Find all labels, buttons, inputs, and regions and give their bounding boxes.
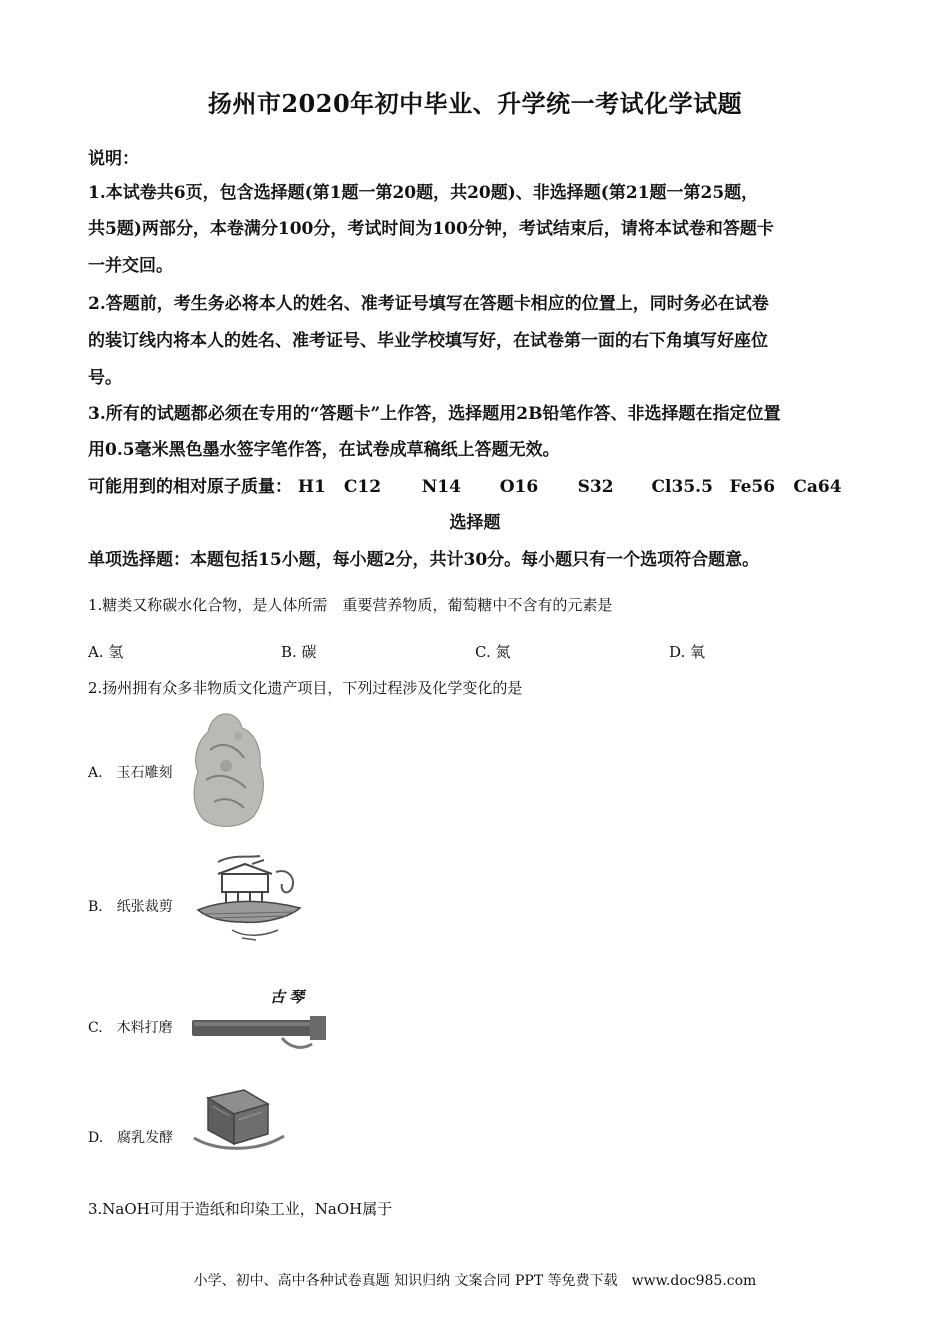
question-1-option-a: A. 氢 bbox=[88, 643, 124, 661]
question-2-stem: 2.扬州拥有众多非物质文化遗产项目，下列过程涉及化学变化的是 bbox=[88, 679, 523, 697]
question-1-option-b: B. 碳 bbox=[281, 643, 317, 661]
question-2-option-c: C. 木料打磨 bbox=[88, 1020, 173, 1036]
question-2-option-b: B. 纸张裁剪 bbox=[88, 899, 173, 915]
page-footer: 小学、初中、高中各种试卷真题 知识归纳 文案合同 PPT 等免费下载 www.doc985.com bbox=[193, 1273, 757, 1289]
question-1-option-c: C. 氮 bbox=[475, 643, 511, 661]
atomic-mass-item: H1 bbox=[297, 477, 326, 497]
atomic-mass-item: S32 bbox=[577, 477, 614, 497]
wood-guqin-image bbox=[190, 1008, 330, 1054]
atomic-masses bbox=[88, 472, 868, 497]
atomic-mass-item: Cl35.5 bbox=[651, 477, 713, 497]
atomic-mass-item: N14 bbox=[421, 477, 461, 497]
notes-line: 的装订线内将本人的姓名、准考证号、毕业学校填写好，在试卷第一面的右下角填写好座位 bbox=[88, 331, 768, 351]
atomic-mass-item: O16 bbox=[499, 477, 539, 497]
fermented-tofu-image bbox=[188, 1086, 288, 1158]
notes-line: 一并交回。 bbox=[88, 256, 173, 276]
notes-line: 1.本试卷共6页，包含选择题(第1题一第20题，共20题)、非选择题(第21题一第25题， bbox=[88, 183, 759, 203]
notes-line: 共5题)两部分，本卷满分100分，考试时间为100分钟，考试结束后，请将本试卷和答题卡 bbox=[88, 219, 774, 239]
atomic-masses-label: 可能用到的相对原子质量： bbox=[88, 477, 292, 497]
paper-cutting-image bbox=[192, 852, 308, 944]
atomic-mass-item: Fe56 bbox=[729, 477, 776, 497]
section-title: 选择题 bbox=[449, 513, 501, 533]
notes-line: 用0.5毫米黑色墨水签字笔作答，在试卷成草稿纸上答题无效。 bbox=[88, 440, 560, 460]
page-title: 扬州市2020年初中毕业、升学统一考试化学试题 bbox=[207, 89, 743, 118]
atomic-mass-item: Ca64 bbox=[793, 477, 842, 497]
notes-line: 3.所有的试题都必须在专用的“答题卡”上作答，选择题用2B铅笔作答、非选择题在指定位置 bbox=[88, 404, 781, 424]
notes-heading: 说明： bbox=[88, 149, 139, 169]
notes-line: 2.答题前，考生务必将本人的姓名、准考证号填写在答题卡相应的位置上，同时务必在试卷 bbox=[88, 294, 769, 314]
question-2-option-d: D. 腐乳发酵 bbox=[88, 1130, 174, 1146]
section-instructions: 单项选择题：本题包括15小题，每小题2分，共计30分。每小题只有一个选项符合题意。 bbox=[88, 550, 760, 570]
question-1-option-d: D. 氧 bbox=[669, 643, 706, 661]
notes-line: 号。 bbox=[88, 368, 122, 388]
jade-carving-image bbox=[188, 710, 268, 832]
question-2-option-a: A. 玉石雕刻 bbox=[88, 765, 173, 781]
guqin-caption: 古琴 bbox=[270, 988, 309, 1006]
question-1-stem: 1.糖类又称碳水化合物，是人体所需 重要营养物质，葡萄糖中不含有的元素是 bbox=[88, 596, 613, 614]
atomic-mass-item: C12 bbox=[343, 477, 382, 497]
question-3-stem: 3.NaOH可用于造纸和印染工业，NaOH属于 bbox=[88, 1200, 393, 1218]
